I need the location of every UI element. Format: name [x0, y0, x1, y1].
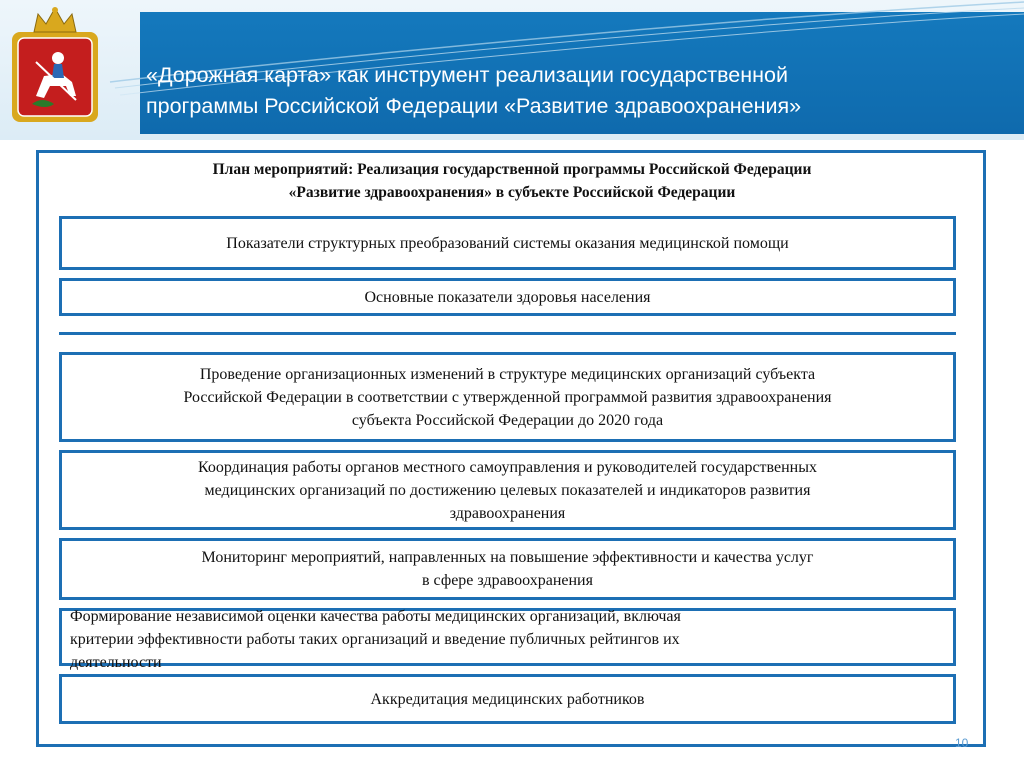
box-line: Координация работы органов местного самоуправления и руководителей государственных — [198, 458, 817, 476]
box-text — [198, 456, 817, 525]
box-text — [183, 363, 831, 432]
box-text — [70, 605, 681, 674]
box-line: критерии эффективности работы таких организаций и введение публичных рейтингов их — [70, 631, 680, 648]
slide-title — [146, 60, 1006, 122]
section-divider — [59, 332, 956, 335]
slide-title-line-2: программы Российской Федерации «Развитие здравоохранения» — [146, 94, 802, 118]
page-number: 10 — [955, 736, 969, 750]
slide-title-line-1: «Дорожная карта» как инструмент реализации государственной — [146, 63, 788, 87]
moscow-oblast-coat-of-arms-icon — [6, 4, 104, 126]
box-structural-indicators — [59, 216, 956, 270]
box-text: Показатели структурных преобразований системы оказания медицинской помощи — [226, 234, 789, 252]
box-line: Российской Федерации в соответствии с утвержденной программой развития здравоохранения — [183, 388, 832, 406]
box-text — [202, 546, 814, 592]
box-organizational-changes — [59, 352, 956, 442]
box-coordination — [59, 450, 956, 530]
box-line: медицинских организаций по достижению целевых показателей и индикаторов развития — [204, 481, 811, 499]
box-text: Аккредитация медицинских работников — [370, 690, 645, 708]
box-line: субъекта Российской Федерации до 2020 года — [351, 411, 664, 429]
plan-title-line-2: «Развитие здравоохранения» в субъекте Российской Федерации — [288, 184, 736, 201]
plan-title — [40, 158, 984, 204]
box-line: Проведение организационных изменений в структуре медицинских организаций субъекта — [199, 365, 816, 383]
box-health-indicators — [59, 278, 956, 316]
box-line: Формирование независимой оценки качества работы медицинских организаций, включая — [70, 608, 681, 625]
box-line: здравоохранения — [449, 504, 566, 522]
box-accreditation — [59, 674, 956, 724]
box-text: Основные показатели здоровья населения — [364, 288, 651, 306]
box-line: деятельности — [70, 654, 162, 671]
box-line: в сфере здравоохранения — [421, 572, 593, 589]
box-independent-assessment — [59, 608, 956, 671]
box-monitoring — [59, 538, 956, 600]
box-line: Мониторинг мероприятий, направленных на повышение эффективности и качества услуг — [201, 549, 814, 566]
plan-title-line-1: План мероприятий: Реализация государственной программы Российской Федерации — [212, 161, 812, 178]
